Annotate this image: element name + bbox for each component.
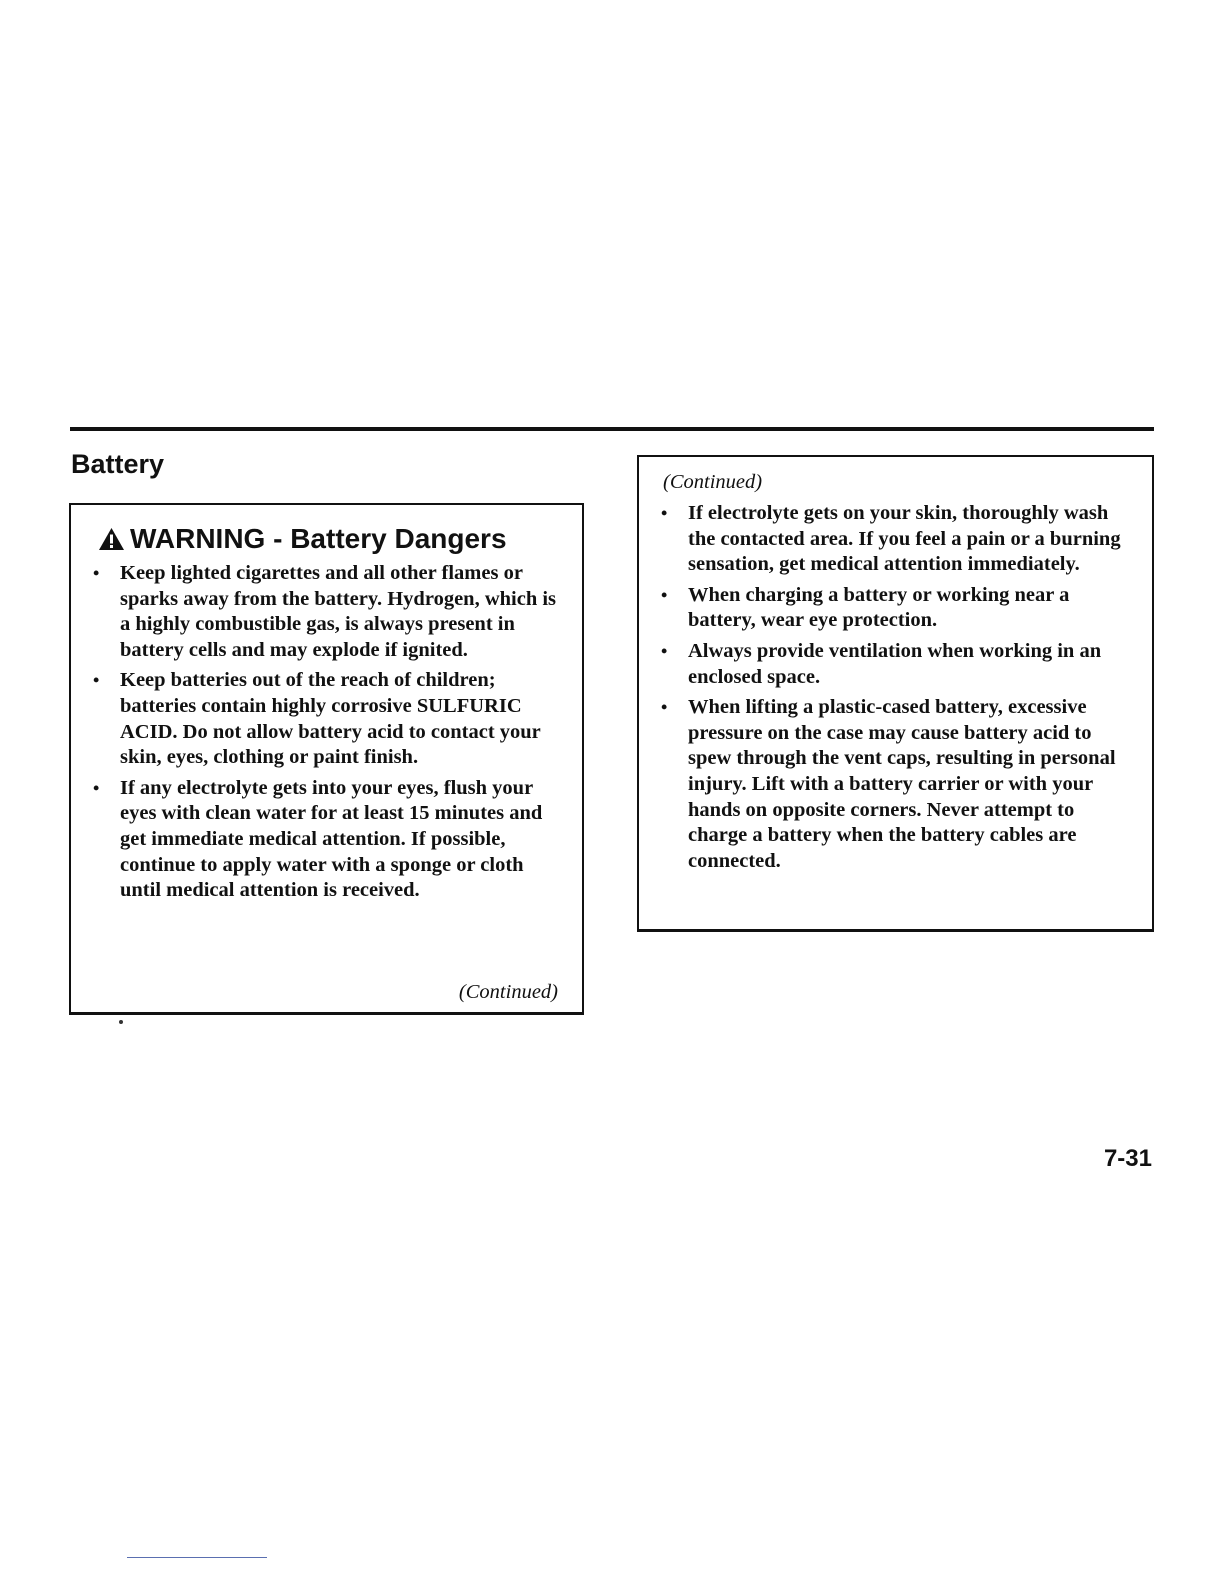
footer-rule [127,1557,267,1558]
page-number: 7-31 [1103,1145,1152,1172]
warning-bullet-item [91,776,569,904]
bullet-icon: • [661,584,668,605]
warning-heading-text: WARNING - Battery Dangers [130,523,507,554]
section-top-rule [70,427,1154,431]
continued-label: (Continued) [458,981,558,1003]
bullet-icon: • [93,563,100,583]
section-title: Battery [71,449,165,479]
bullet-text: Keep batteries out of the reach of children; batteries contain highly corrosive SULFURIC ACID. Do not allow battery acid to contact your skin, eyes, clothing or paint finish. [120,669,541,769]
bullet-icon: • [93,777,100,798]
bullet-text: Always provide ventilation when working in an enclosed space. [688,639,1102,688]
warning-bullet-item [659,501,1137,578]
stray-mark [119,1020,123,1024]
bullet-icon: • [661,640,668,661]
bullet-text: When lifting a plastic-cased battery, excessive pressure on the case may cause battery acid to spew through the vent caps, resulting in personal injury. Lift with a battery carrier or with your hands on opposite corners. Never attempt to charge a battery when the battery cables are connected. [688,696,1116,872]
bullet-text: If electrolyte gets on your skin, thoroughly wash the contacted area. If you feel a pain or a burning sensation, get medical attention immediately. [688,502,1121,576]
warning-bullet-list [91,561,569,909]
warning-bullet-item [659,583,1137,634]
warning-box-left [69,503,584,1015]
warning-bullet-item [659,695,1137,874]
bullet-text: If any electrolyte gets into your eyes, flush your eyes with clean water for at least 15 minutes and get immediate medical attention. If possible, continue to apply water with a sponge or cloth until medical attention is received. [120,776,543,902]
warning-bullet-item [91,561,569,663]
bullet-icon: • [661,503,668,523]
bullet-icon: • [93,670,100,691]
bullet-text: Keep lighted cigarettes and all other flames or sparks away from the battery. Hydrogen, which is a highly combustible gas, is always present in battery cells and may explode if ignited. [120,562,557,661]
warning-box-right [637,455,1154,932]
bullet-text: When charging a battery or working near a battery, wear eye protection. [688,583,1070,632]
warning-bullet-list [659,501,1137,879]
bullet-icon: • [661,697,668,718]
warning-heading [98,523,507,555]
warning-bullet-item [91,668,569,770]
warning-triangle-icon [98,527,125,551]
warning-bullet-item [659,639,1137,690]
continued-label: (Continued) [663,471,763,493]
